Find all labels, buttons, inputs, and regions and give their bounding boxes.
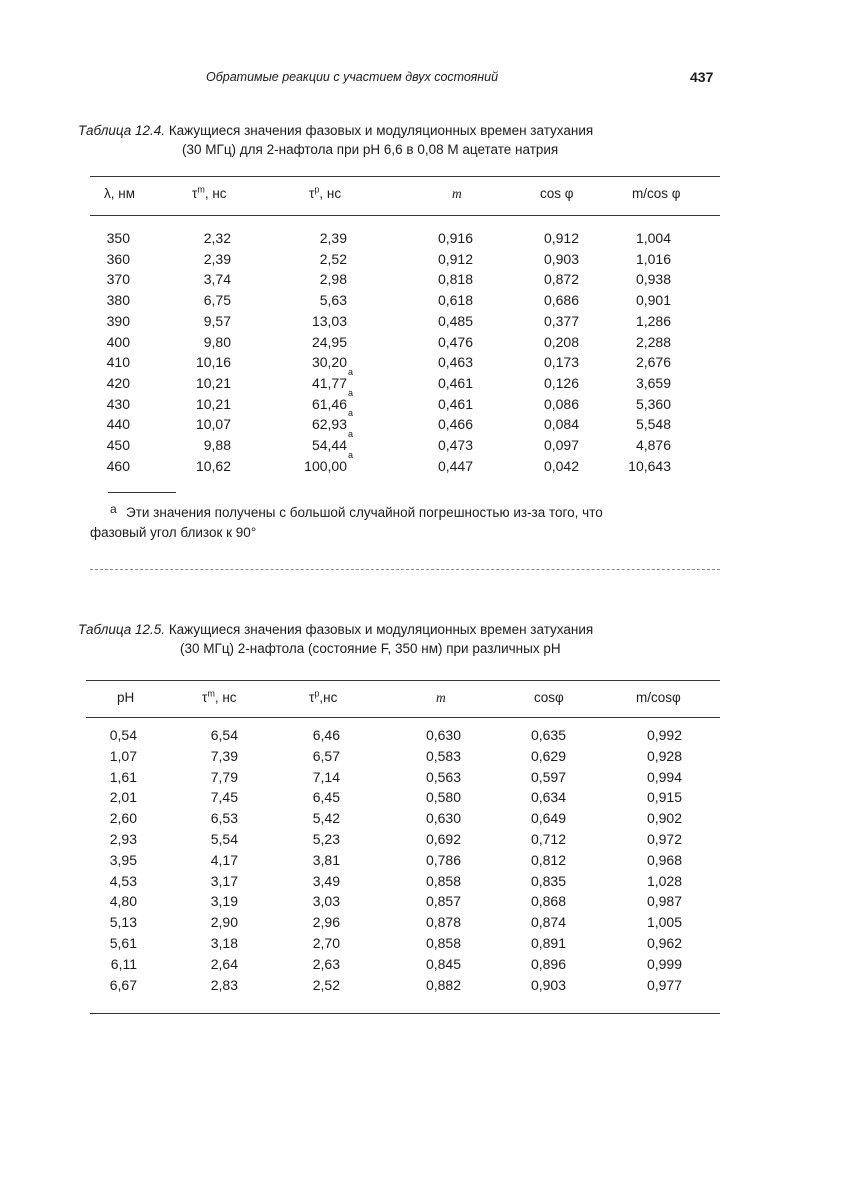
- cell-m: 0,476: [437, 333, 473, 350]
- cell-tau-p: 6,46: [312, 727, 340, 743]
- cell-cos: 0,208: [543, 333, 579, 350]
- cell-tau-m: 2,64: [210, 955, 238, 972]
- cell-ph: 1,61: [109, 768, 137, 785]
- table2-header-tau-p: $\tau^p,нс$: [309, 688, 338, 705]
- table1-caption-line2: (30 МГц) для 2-нафтола при pH 6,6 в 0,08 М ацетате натрия: [182, 142, 559, 157]
- cell-ratio: 0,902: [646, 810, 682, 827]
- cell-m: 0,563: [425, 768, 461, 785]
- table2-top-rule: [86, 680, 720, 681]
- cell-tau-p: 2,70: [312, 935, 340, 951]
- cell-cos: 0,086: [543, 395, 579, 412]
- cell-ph: 2,60: [109, 810, 137, 827]
- table2-header-tau-m: $\tau^m$, нс: [202, 688, 237, 705]
- footnote-line2: фазовый угол близок к 90°: [90, 525, 257, 540]
- cell-tau-m: 5,54: [210, 831, 238, 847]
- table1-header-wavelength: λ, нм: [104, 186, 135, 201]
- cell-tau-p: 2,63: [312, 955, 340, 972]
- cell-ph: 2,93: [109, 831, 137, 847]
- cell-cos: 0,635: [530, 727, 566, 743]
- cell-tau-p: 41,77: [311, 374, 347, 391]
- table2-label: Таблица 12.5.: [78, 622, 166, 637]
- cell-m: 0,463: [437, 354, 473, 371]
- cell-tau-p: 30,20: [311, 354, 347, 371]
- cell-tau-m: 10,62: [195, 457, 231, 474]
- cell-cos: 0,629: [530, 747, 566, 764]
- cell-cos: 0,084: [543, 416, 579, 433]
- cell-cos: 0,686: [543, 292, 579, 309]
- table1-caption-line1: Кажущиеся значения фазовых и модуляционных времен затухания: [168, 123, 594, 138]
- cell-m: 0,786: [425, 851, 461, 868]
- cell-cos: 0,377: [543, 312, 579, 329]
- cell-tau-p: 62,93: [311, 416, 347, 433]
- cell-tau-m: 7,39: [210, 747, 238, 764]
- cell-ratio: 0,972: [646, 831, 682, 847]
- cell-m: 0,466: [437, 416, 473, 433]
- cell-cos: 0,896: [530, 955, 566, 972]
- cell-ph: 5,13: [109, 914, 137, 931]
- cell-m: 0,618: [437, 292, 473, 309]
- table1-header-cos: cos φ: [540, 186, 574, 201]
- cell-tau-m: 3,19: [210, 893, 238, 910]
- table1-top-rule: [90, 176, 720, 177]
- table2-bottom-rule: [90, 1013, 720, 1014]
- cell-tau-m: 6,75: [203, 292, 231, 309]
- cell-ratio: 3,659: [635, 374, 671, 391]
- cell-m: 0,630: [425, 810, 461, 827]
- cell-cos: 0,173: [543, 354, 579, 371]
- cell-ph: 2,01: [109, 789, 137, 806]
- cell-wavelength: 410: [106, 354, 130, 371]
- table1-header-ratio: m/cos φ: [632, 186, 681, 201]
- cell-tau-p: 3,81: [312, 851, 340, 868]
- cell-ph: 4,80: [109, 893, 137, 910]
- cell-tau-m: 9,88: [203, 437, 231, 453]
- cell-wavelength: 350: [106, 230, 130, 246]
- cell-wavelength: 440: [106, 416, 130, 433]
- cell-tau-p: 2,52: [312, 976, 340, 993]
- cell-cos: 0,649: [530, 810, 566, 827]
- cell-tau-p: 7,14: [312, 768, 340, 785]
- cell-m: 0,461: [437, 374, 473, 391]
- cell-wavelength: 460: [106, 457, 130, 474]
- cell-ph: 6,11: [110, 955, 137, 972]
- cell-ratio: 0,915: [646, 789, 682, 806]
- cell-ratio: 10,643: [628, 457, 671, 474]
- footnote-line1: Эти значения получены с большой случайной погрешностью из-за того, что: [126, 505, 603, 520]
- cell-m: 0,473: [437, 437, 473, 453]
- cell-tau-p: 3,03: [312, 893, 340, 910]
- cell-ratio: 1,016: [635, 250, 671, 267]
- table2-caption: [78, 620, 718, 658]
- table2-header-m: m: [436, 690, 446, 705]
- cell-tau-m: 7,79: [210, 768, 238, 785]
- cell-m: 0,580: [425, 789, 461, 806]
- table1-header-rule: [90, 215, 720, 216]
- cell-ph: 6,67: [109, 976, 137, 993]
- cell-tau-m: 10,21: [195, 395, 231, 412]
- cell-ratio: 0,992: [646, 727, 682, 743]
- cell-ratio: 0,999: [646, 955, 682, 972]
- table1-label: Таблица 12.4.: [78, 123, 166, 138]
- cell-wavelength: 370: [106, 271, 130, 288]
- cell-wavelength: 450: [106, 437, 130, 453]
- cell-tau-m: 6,54: [210, 727, 238, 743]
- cell-m: 0,878: [425, 914, 461, 931]
- cell-tau-p: 54,44: [311, 437, 347, 453]
- table1-caption: [78, 121, 718, 159]
- table2-header-ratio: m/cosφ: [636, 690, 681, 705]
- cell-ratio: 0,968: [646, 851, 682, 868]
- cell-tau-p: 5,63: [319, 292, 347, 309]
- cell-wavelength: 420: [106, 374, 130, 391]
- cell-ph: 5,61: [109, 935, 137, 951]
- cell-cos: 0,634: [530, 789, 566, 806]
- cell-ph: 4,53: [109, 872, 137, 889]
- cell-tau-m: 9,57: [203, 312, 231, 329]
- cell-ratio: 0,962: [646, 935, 682, 951]
- cell-cos: 0,872: [543, 271, 579, 288]
- cell-cos: 0,912: [543, 230, 579, 246]
- cell-cos: 0,097: [543, 437, 579, 453]
- cell-tau-m: 6,53: [210, 810, 238, 827]
- cell-tau-m: 2,32: [203, 230, 231, 246]
- cell-ratio: 5,360: [635, 395, 671, 412]
- cell-tau-m: 3,18: [210, 935, 238, 951]
- table2-header-cos: cosφ: [534, 690, 564, 705]
- cell-tau-m: 3,74: [203, 271, 231, 288]
- section-separator: [90, 569, 720, 570]
- cell-tau-m: 7,45: [210, 789, 238, 806]
- cell-ratio: 1,004: [635, 230, 671, 246]
- cell-tau-m: 10,07: [195, 416, 231, 433]
- table1-header-tau-p: $\tau^p$, нс: [309, 184, 342, 201]
- cell-tau-p: 100,00: [304, 457, 347, 474]
- cell-cos: 0,874: [530, 914, 566, 931]
- cell-m: 0,882: [425, 976, 461, 993]
- cell-ratio: 4,876: [635, 437, 671, 453]
- footnote-mark: a: [110, 502, 117, 516]
- cell-tau-p: 61,46: [311, 395, 347, 412]
- table1-footnote: [78, 503, 718, 543]
- cell-ratio: 0,938: [635, 271, 671, 288]
- cell-ratio: 0,994: [646, 768, 682, 785]
- cell-cos: 0,835: [530, 872, 566, 889]
- cell-tau-m: 9,80: [203, 333, 231, 350]
- cell-cos: 0,903: [543, 250, 579, 267]
- cell-ratio: 1,286: [635, 312, 671, 329]
- cell-m: 0,858: [425, 872, 461, 889]
- cell-ratio: 2,288: [635, 333, 671, 350]
- cell-tau-p: 5,23: [312, 831, 340, 847]
- cell-tau-p: 2,52: [319, 250, 347, 267]
- running-head: Обратимые реакции с участием двух состояний: [206, 70, 499, 84]
- cell-tau-m: 3,17: [210, 872, 238, 889]
- cell-m: 0,912: [437, 250, 473, 267]
- page-number: 437: [690, 69, 714, 85]
- cell-tau-p: 5,42: [312, 810, 340, 827]
- cell-tau-m: 2,39: [203, 250, 231, 267]
- cell-tau-p: 13,03: [311, 312, 347, 329]
- cell-m: 0,583: [425, 747, 461, 764]
- cell-wavelength: 360: [106, 250, 130, 267]
- cell-ratio: 1,028: [646, 872, 682, 889]
- cell-tau-p: 3,49: [312, 872, 340, 889]
- cell-m: 0,858: [425, 935, 461, 951]
- table1-footnote-rule: [108, 492, 176, 493]
- cell-cos: 0,903: [530, 976, 566, 993]
- cell-wavelength: 390: [106, 312, 130, 329]
- cell-ph: 3,95: [109, 851, 137, 868]
- cell-cos: 0,712: [530, 831, 566, 847]
- cell-tau-p: 24,95: [311, 333, 347, 350]
- cell-wavelength: 380: [106, 292, 130, 309]
- cell-ratio: 0,987: [646, 893, 682, 910]
- cell-m: 0,630: [425, 727, 461, 743]
- cell-cos: 0,126: [543, 374, 579, 391]
- cell-ph: 1,07: [109, 747, 137, 764]
- cell-m: 0,916: [437, 230, 473, 246]
- cell-tau-m: 10,21: [195, 374, 231, 391]
- cell-tau-m: 4,17: [210, 851, 238, 868]
- table2-caption-line1: Кажущиеся значения фазовых и модуляционных времен затухания: [168, 622, 594, 637]
- table1-header-tau-m: $\tau^m$, нс: [192, 184, 227, 201]
- cell-tau-m: 2,90: [210, 914, 238, 931]
- cell-cos: 0,597: [530, 768, 566, 785]
- cell-ratio: 5,548: [635, 416, 671, 433]
- cell-cos: 0,868: [530, 893, 566, 910]
- cell-ratio: 2,676: [635, 354, 671, 371]
- cell-tau-p: 2,96: [312, 914, 340, 931]
- cell-ratio: 0,977: [646, 976, 682, 993]
- table2-caption-line2: (30 МГц) 2-нафтола (состояние F, 350 нм) при различных pH: [180, 641, 561, 656]
- cell-m: 0,845: [425, 955, 461, 972]
- cell-wavelength: 400: [106, 333, 130, 350]
- cell-tau-p: 2,98: [319, 271, 347, 288]
- cell-ratio: 1,005: [646, 914, 682, 931]
- cell-m: 0,857: [425, 893, 461, 910]
- cell-m: 0,461: [437, 395, 473, 412]
- cell-tau-p: 6,45: [312, 789, 340, 806]
- cell-tau-p: 2,39: [319, 230, 347, 246]
- cell-cos: 0,042: [543, 457, 579, 474]
- cell-tau-m: 10,16: [195, 354, 231, 371]
- table2-header-rule: [86, 717, 720, 718]
- cell-m: 0,447: [437, 457, 473, 474]
- cell-ph: 0,54: [109, 727, 137, 743]
- cell-wavelength: 430: [106, 395, 130, 412]
- table2-header-ph: pH: [117, 690, 135, 705]
- cell-m: 0,818: [437, 271, 473, 288]
- cell-ratio: 0,901: [635, 292, 671, 309]
- cell-cos: 0,812: [530, 851, 566, 868]
- cell-cos: 0,891: [530, 935, 566, 951]
- table1-header-m: m: [452, 186, 462, 201]
- cell-tau-p: 6,57: [312, 747, 340, 764]
- cell-tau-m: 2,83: [210, 976, 238, 993]
- cell-m: 0,485: [437, 312, 473, 329]
- cell-ratio: 0,928: [646, 747, 682, 764]
- cell-m: 0,692: [425, 831, 461, 847]
